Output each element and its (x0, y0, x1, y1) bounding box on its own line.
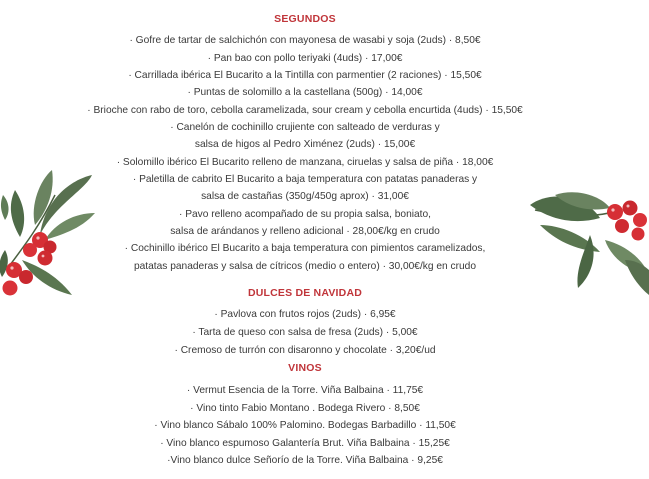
menu-item: · Pan bao con pollo teriyaki (4uds) · 17,00€ (207, 53, 403, 64)
menu-item-continuation: salsa de higos al Pedro Ximénez (2uds) · 15,00€ (194, 139, 416, 150)
menu-item-continuation: patatas panaderas y salsa de cítricos (medio o entero) · 30,00€/kg en crudo (133, 261, 477, 272)
menu-item: · Pavlova con frutos rojos (2uds) · 6,95€ (214, 309, 396, 320)
menu-item: · Canelón de cochinillo crujiente con salteado de verduras y (170, 122, 440, 133)
section-title-segundos: SEGUNDOS (274, 13, 336, 25)
menu-item: · Paletilla de cabrito El Bucarito a baja temperatura con patatas panaderas y (132, 174, 478, 185)
menu-item-continuation: salsa de arándanos y relleno adicional · 28,00€/kg en crudo (170, 226, 440, 237)
menu-item: · Cremoso de turrón con disaronno y chocolate · 3,20€/ud (174, 345, 436, 356)
menu-item-continuation: salsa de castañas (350g/450g aprox) · 31,00€ (201, 191, 409, 202)
menu-item: · Puntas de solomillo a la castellana (500g) · 14,00€ (187, 87, 423, 98)
menu-item: · Vermut Esencia de la Torre. Viña Balbaina · 11,75€ (186, 385, 424, 396)
menu-item: · Carrillada ibérica El Bucarito a la Tintilla con parmentier (2 raciones) · 15,50€ (128, 70, 482, 81)
menu-item: · Tarta de queso con salsa de fresa (2uds) · 5,00€ (192, 327, 418, 338)
menu-item: · Cochinillo ibérico El Bucarito a baja temperatura con pimientos caramelizados, (124, 243, 486, 254)
menu-item: · Solomillo ibérico El Bucarito relleno de manzana, ciruelas y salsa de piña · 18,00€ (116, 157, 494, 168)
menu-item: · Brioche con rabo de toro, cebolla caramelizada, sour cream y cebolla encurtida (4uds) · 15,50€ (87, 105, 523, 116)
menu-item: ·Vino blanco dulce Señorío de la Torre. Viña Balbaina · 9,25€ (167, 455, 443, 466)
menu-item: · Vino blanco espumoso Galantería Brut. Viña Balbaina · 15,25€ (160, 438, 450, 449)
section-title-vinos: VINOS (288, 362, 322, 374)
menu-item: · Vino tinto Fabio Montano . Bodega Rivero · 8,50€ (190, 403, 420, 414)
menu-item: · Gofre de tartar de salchichón con mayonesa de wasabi y soja (2uds) · 8,50€ (129, 35, 481, 46)
menu-item: · Vino blanco Sábalo 100% Palomino. Bodegas Barbadillo · 11,50€ (154, 420, 456, 431)
menu-item: · Pavo relleno acompañado de su propia salsa, boniato, (178, 209, 432, 220)
section-title-dulces: DULCES DE NAVIDAD (247, 287, 363, 299)
